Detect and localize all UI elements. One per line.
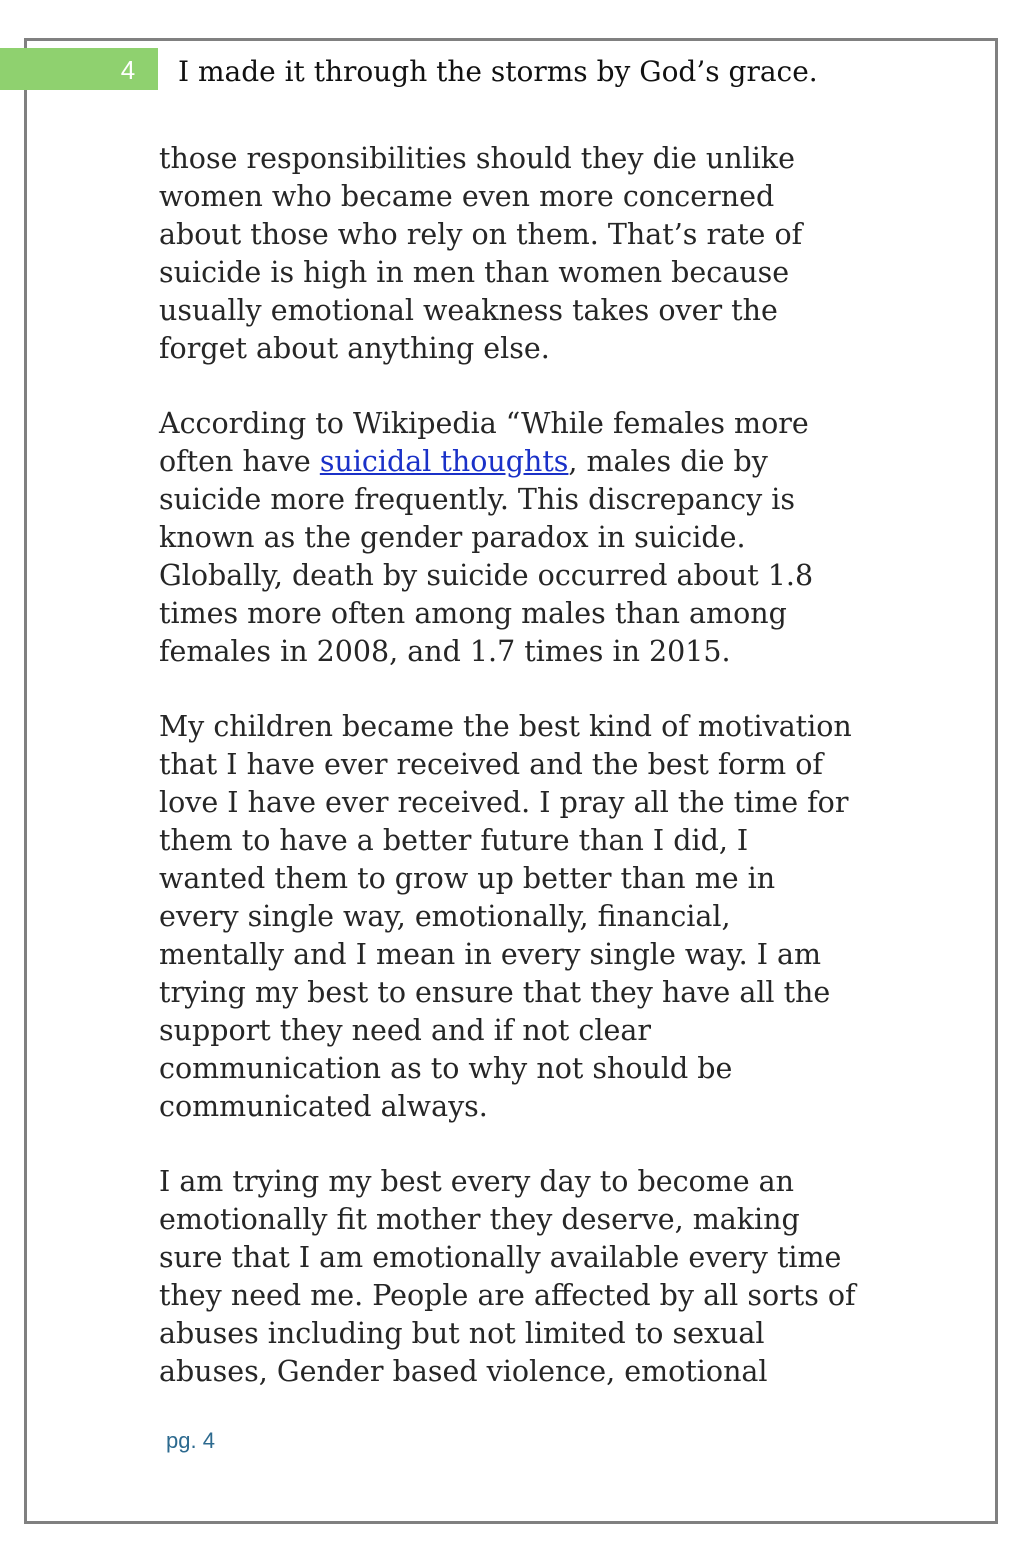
footer-page-number: pg. 4 — [166, 1428, 215, 1453]
text-line: them to have a better future than I did, I — [159, 824, 749, 857]
text-line: usually emotional weakness takes over the — [159, 294, 778, 327]
suicidal-thoughts-link[interactable]: suicidal thoughts — [319, 445, 569, 478]
paragraph-2 — [159, 405, 899, 671]
text-line: support they need and if not clear — [159, 1014, 651, 1047]
text-line: abuses including but not limited to sexual — [159, 1317, 765, 1350]
header-page-number: 4 — [120, 55, 136, 85]
text-line: I am trying my best every day to become an — [159, 1165, 794, 1198]
text-line: times more often among males than among — [159, 597, 787, 630]
text-line: females in 2008, and 1.7 times in 2015. — [159, 635, 731, 668]
text-line: My children became the best kind of motivation — [159, 710, 852, 743]
text-line: communicated always. — [159, 1090, 488, 1123]
text-line: mentally and I mean in every single way. I am — [159, 938, 822, 971]
text-line: Globally, death by suicide occurred about 1.8 — [159, 559, 814, 592]
text-line: communication as to why not should be — [159, 1052, 733, 1085]
text-line: suicide more frequently. This discrepancy is — [159, 483, 795, 516]
paragraph-3 — [159, 708, 899, 1126]
text-line: that I have ever received and the best form of — [159, 748, 823, 781]
body-text — [159, 140, 899, 1428]
text-line: wanted them to grow up better than me in — [159, 862, 776, 895]
text-fragment: often have — [159, 445, 320, 478]
paragraph-4 — [159, 1163, 899, 1391]
text-line: those responsibilities should they die unlike — [159, 142, 795, 175]
text-line: they need me. People are affected by all sorts of — [159, 1279, 856, 1312]
text-line: trying my best to ensure that they have all the — [159, 976, 831, 1009]
text-line: love I have ever received. I pray all the time for — [159, 786, 849, 819]
text-line: women who became even more concerned — [159, 180, 775, 213]
text-fragment: , males die by — [568, 445, 768, 478]
text-line: forget about anything else. — [159, 332, 550, 365]
paragraph-1 — [159, 140, 899, 368]
text-line: every single way, emotionally, financial, — [159, 900, 731, 933]
header-title: I made it through the storms by God’s grace. — [178, 55, 818, 88]
text-line: known as the gender paradox in suicide. — [159, 521, 746, 554]
text-line: emotionally fit mother they deserve, making — [159, 1203, 800, 1236]
text-line: sure that I am emotionally available every time — [159, 1241, 842, 1274]
text-line: suicide is high in men than women because — [159, 256, 790, 289]
text-line: about those who rely on them. That’s rate of — [159, 218, 803, 251]
text-line-with-link — [159, 443, 899, 481]
text-line: abuses, Gender based violence, emotional — [159, 1355, 768, 1388]
text-line: According to Wikipedia “While females more — [159, 407, 809, 440]
